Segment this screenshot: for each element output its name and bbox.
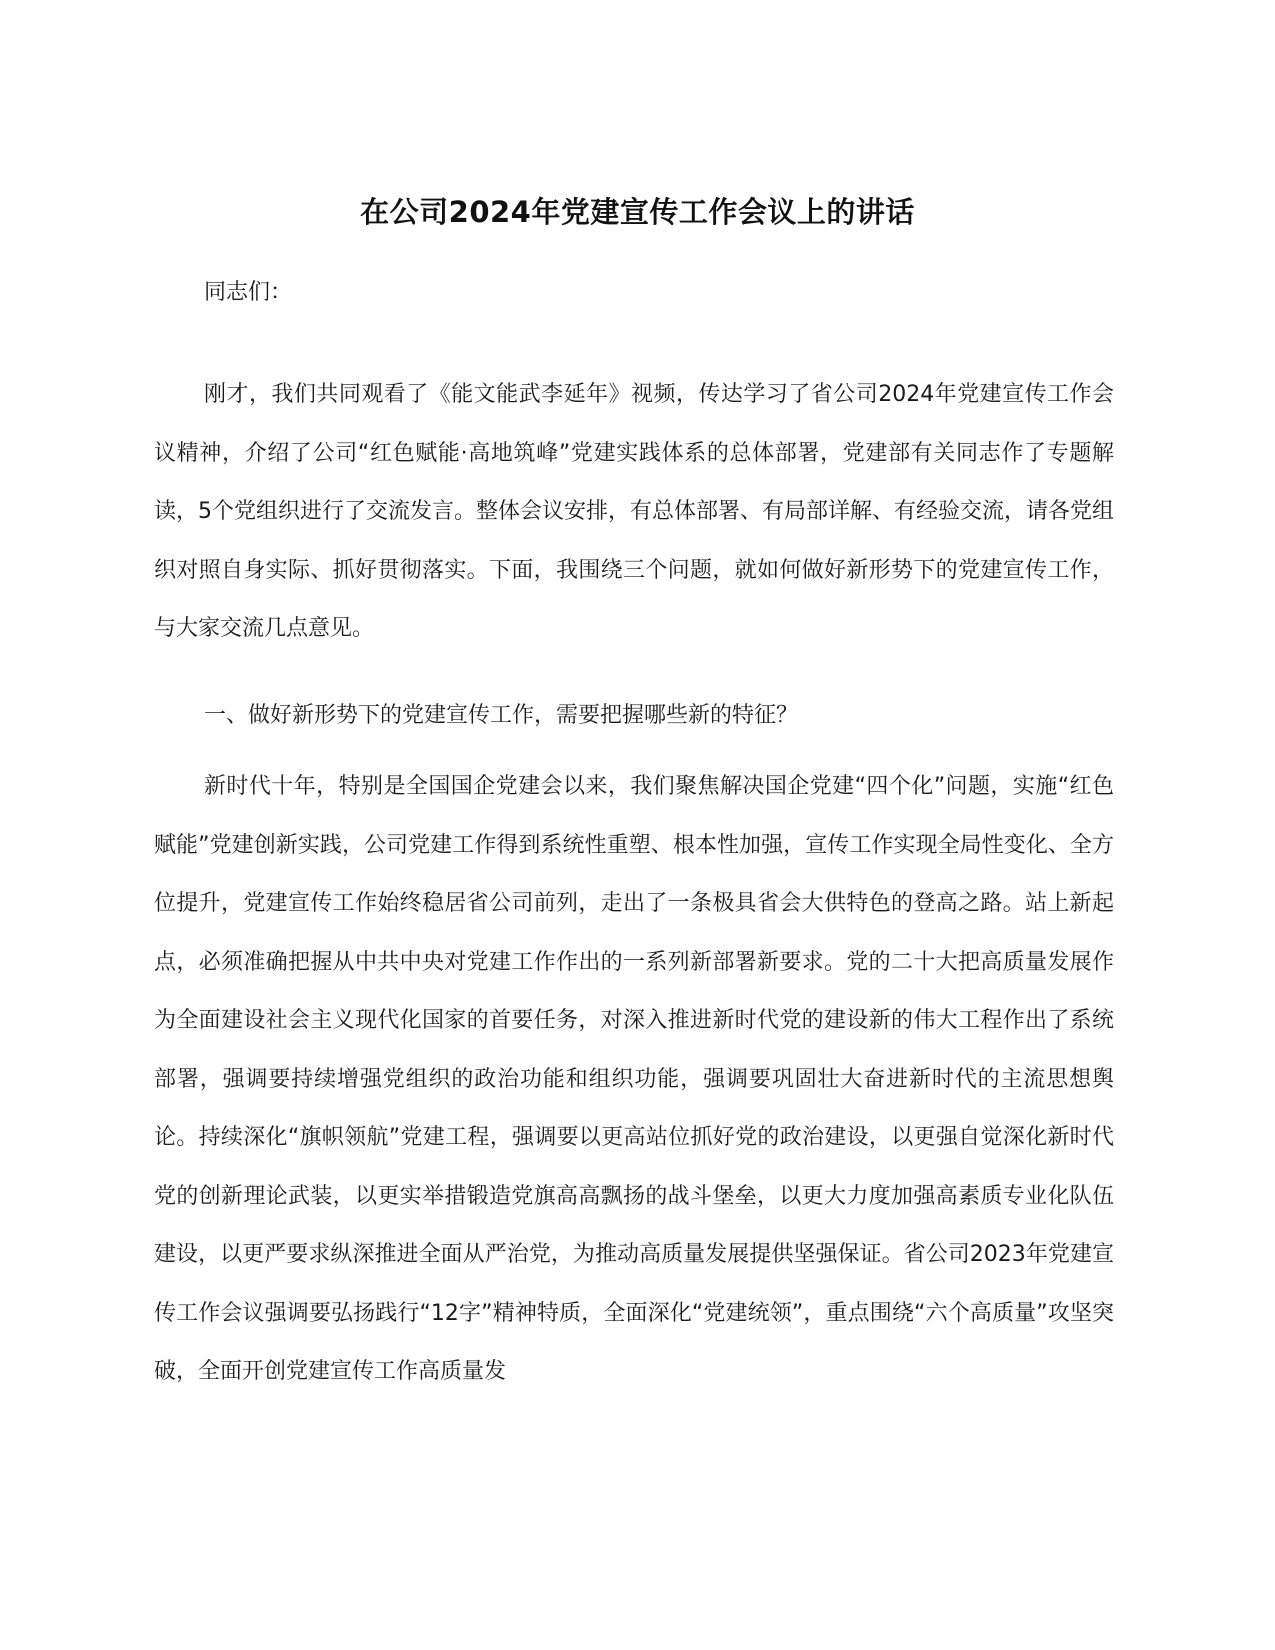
paragraph-body: 新时代十年，特别是全国国企党建会以来，我们聚焦解决国企党建“四个化”问题，实施“红色赋能”党建创新实践，公司党建工作得到系统性重塑、根本性加强，宣传工作实现全局性变化、全方位提升，党建宣传工作始终稳居省公司前列，走出了一条极具省会大供特色的登高之路。站上新起点，必须准确把握从中共中央对党建工作作出的一系列新部署新要求。党的二十大把高质量发展作为全面建设社会主义现代化国家的首要任务，对深入推进新时代党的建设新的伟大工程作出了系统部署，强调要持续增强党组织的政治功能和组织功能，强调要巩固壮大奋进新时代的主流思想舆论。持续深化“旗帜领航”党建工程，强调要以更高站位抓好党的政治建设，以更强自觉深化新时代党的创新理论武装，以更实举措锻造党旗高高飘扬的战斗堡垒，以更大力度加强高素质专业化队伍建设，以更严要求纵深推进全面从严治党，为推动高质量发展提供坚强保证。省公司2023年党建宣传工作会议强调要弘扬践行“12字”精神特质，全面深化“党建统领”，重点围绕“六个高质量”攻坚突破，全面开创党建宣传工作高质量发 [154, 774, 1114, 1384]
section-heading-1: 一、做好新形势下的党建宣传工作，需要把握哪些新的特征？ [204, 703, 799, 728]
paragraph-opening: 刚才，我们共同观看了《能文能武李延年》视频，传达学习了省公司2024年党建宣传工作会议精神，介绍了公司“红色赋能·高地筑峰”党建实践体系的总体部署，党建部有关同志作了专题解读，5个党组织进行了交流发言。整体会议安排，有总体部署、有局部详解、有经验交流，请各党组织对照自身实际、抓好贯彻落实。下面，我围绕三个问题，就如何做好新形势下的党建宣传工作，与大家交流几点意见。 [154, 382, 1115, 641]
salutation: 同志们： [204, 280, 293, 305]
document-title: 在公司2024年党建宣传工作会议上的讲话 [360, 195, 915, 229]
